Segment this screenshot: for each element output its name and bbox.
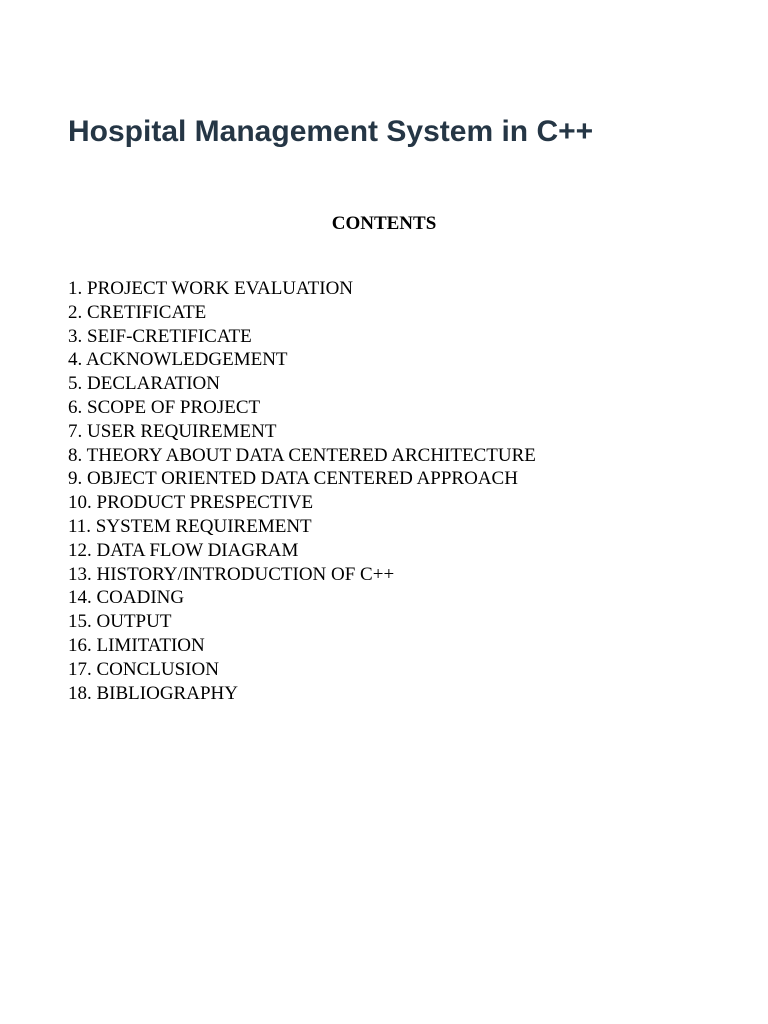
toc-item: 4. ACKNOWLEDGEMENT [68,349,288,371]
toc-item: 8. THEORY ABOUT DATA CENTERED ARCHITECTURE [68,444,536,466]
toc-item: 10. PRODUCT PRESPECTIVE [68,492,314,514]
toc-item: 12. DATA FLOW DIAGRAM [68,539,299,561]
toc-item: 6. SCOPE OF PROJECT [68,396,261,418]
toc-item: 3. SEIF-CRETIFICATE [68,325,252,347]
toc-item: 11. SYSTEM REQUIREMENT [68,515,312,537]
toc-item: 17. CONCLUSION [68,658,219,680]
table-of-contents [68,277,536,705]
toc-item: 9. OBJECT ORIENTED DATA CENTERED APPROACH [68,468,518,490]
toc-item: 13. HISTORY/INTRODUCTION OF C++ [68,563,395,585]
toc-item: 1. PROJECT WORK EVALUATION [68,278,354,299]
toc-item: 2. CRETIFICATE [68,301,207,323]
toc-item: 7. USER REQUIREMENT [68,420,277,442]
toc-item: 5. DECLARATION [68,373,220,395]
toc-item: 14. COADING [68,587,185,609]
toc-item: 16. LIMITATION [68,634,205,656]
contents-heading: CONTENTS [331,213,437,234]
toc-item: 15. OUTPUT [68,611,172,633]
document-title: Hospital Management System in C++ [68,115,594,148]
toc-item: 18. BIBLIOGRAPHY [68,682,238,704]
